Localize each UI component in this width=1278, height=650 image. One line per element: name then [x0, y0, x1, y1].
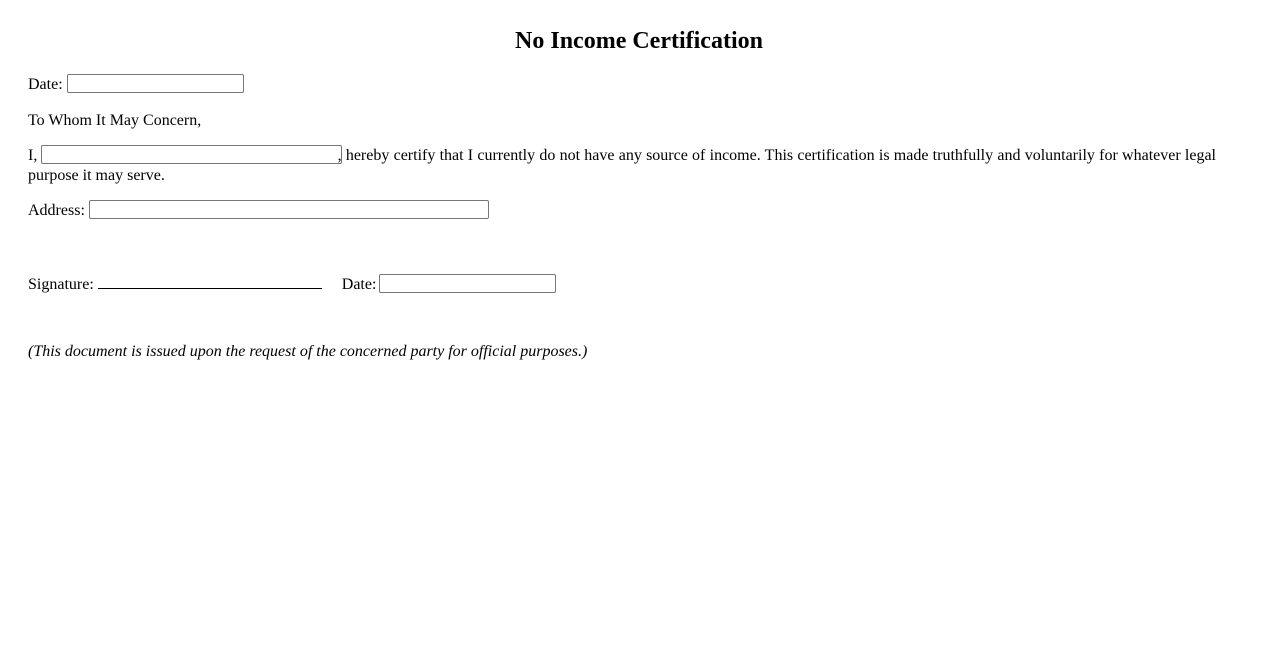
official-purpose-note: (This document is issued upon the request of the concerned party for official purposes.)	[28, 343, 588, 360]
page-title: No Income Certification	[515, 28, 763, 54]
signature-row	[28, 272, 556, 295]
date-input[interactable]	[67, 74, 244, 93]
date-label: Date:	[28, 76, 63, 93]
signature-date-input[interactable]	[379, 274, 556, 293]
statement-text: , hereby certify that I currently do not have any source of income. This certification is made truthfully and voluntarily for whatever legal purpose it may serve.	[28, 147, 1217, 184]
signature-line	[98, 272, 322, 289]
date-row	[28, 75, 244, 95]
statement-prefix: I,	[28, 147, 38, 164]
name-input[interactable]	[41, 145, 342, 164]
signature-label: Signature:	[28, 276, 94, 293]
address-input[interactable]	[89, 200, 489, 219]
signature-date-label: Date:	[341, 276, 377, 293]
salutation: To Whom It May Concern,	[28, 112, 202, 129]
certification-statement	[28, 146, 1216, 186]
address-row	[28, 201, 489, 221]
address-label: Address:	[28, 202, 85, 219]
